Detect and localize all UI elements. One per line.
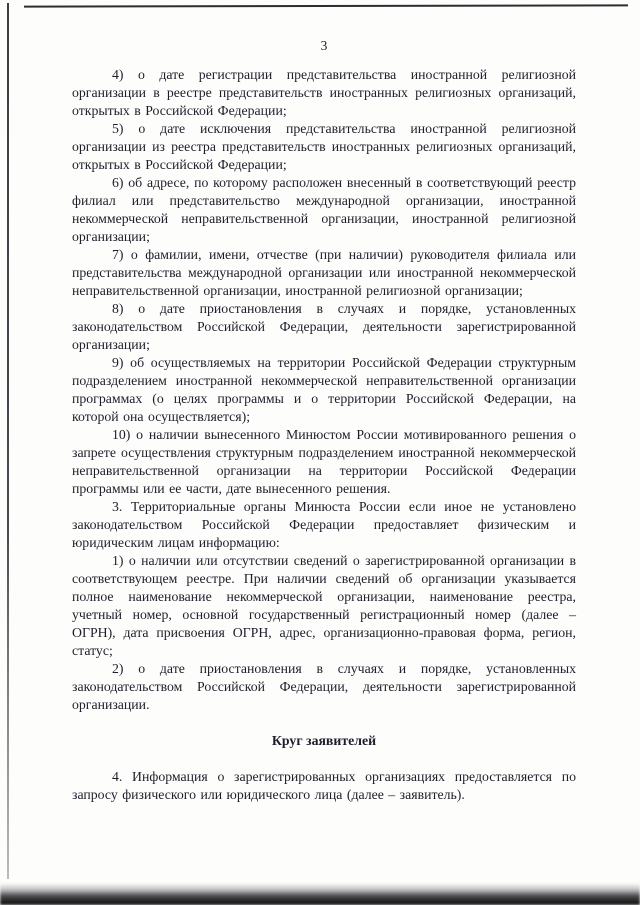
paragraph-subitem-1: 1) о наличии или отсутствии сведений о зарегистрированной организации в соответствующем реестре. При наличии сведений об организации указывается полное наименование некоммерческой организации, наименование реестра, учетный номер, основной государственный регистрационный номер (далее – ОГРН), дата присвоения ОГРН, адрес, организационно-правовая форма, регион, статус;	[72, 553, 576, 658]
page-number: 3	[320, 38, 328, 53]
section-heading: Круг заявителей	[271, 733, 377, 748]
body-text	[72, 66, 576, 714]
paragraph-subitem-2: 2) о дате приостановления в случаях и порядке, установленных законодательством Российской Федерации, деятельности зарегистрированной организации.	[72, 661, 576, 712]
scan-artifact-left-line	[7, 3, 9, 879]
paragraph-clause-4: 4. Информация о зарегистрированных организациях предоставляется по запросу физического или юридического лица (далее – заявитель).	[72, 769, 576, 802]
paragraph-item-8: 8) о дате приостановления в случаях и порядке, установленных законодательством Российской Федерации, деятельности зарегистрированной организации;	[72, 301, 576, 352]
page-content	[72, 38, 576, 804]
closing-text	[72, 768, 576, 804]
paragraph-item-9: 9) об осуществляемых на территории Российской Федерации структурным подразделением иностранной некоммерческой неправительственной организации программах (о целях программы и о территории Российской Федерации, на которой она осуществляется);	[72, 355, 576, 424]
paragraph-clause-3: 3. Территориальные органы Минюста России если иное не установлено законодательством Российской Федерации предоставляет физическим и юридическим лицам информацию:	[72, 499, 576, 550]
scan-artifact-top-line	[24, 4, 628, 7]
scan-artifact-bottom-bar	[0, 883, 640, 905]
paragraph-item-7: 7) о фамилии, имени, отчестве (при наличии) руководителя филиала или представительства международной организации или иностранной некоммерческой неправительственной организации, иностранной религиозной организации;	[72, 247, 576, 298]
paragraph-item-10: 10) о наличии вынесенного Минюстом России мотивированного решения о запрете осуществления структурным подразделением иностранной некоммерческой неправительственной организации на территории Российской Федерации программы или ее части, дате вынесенного решения.	[72, 427, 576, 496]
paragraph-item-6: 6) об адресе, по которому расположен внесенный в соответствующий реестр филиал или представительство международной организации, иностранной некоммерческой неправительственной организации, иностранной религиозной организации;	[72, 175, 576, 244]
paragraph-item-5: 5) о дате исключения представительства иностранной религиозной организации из реестра представительств иностранных религиозных организаций, открытых в Российской Федерации;	[72, 121, 576, 172]
paragraph-item-4: 4) о дате регистрации представительства иностранной религиозной организации в реестре представительств иностранных религиозных организаций, открытых в Российской Федерации;	[72, 67, 576, 118]
